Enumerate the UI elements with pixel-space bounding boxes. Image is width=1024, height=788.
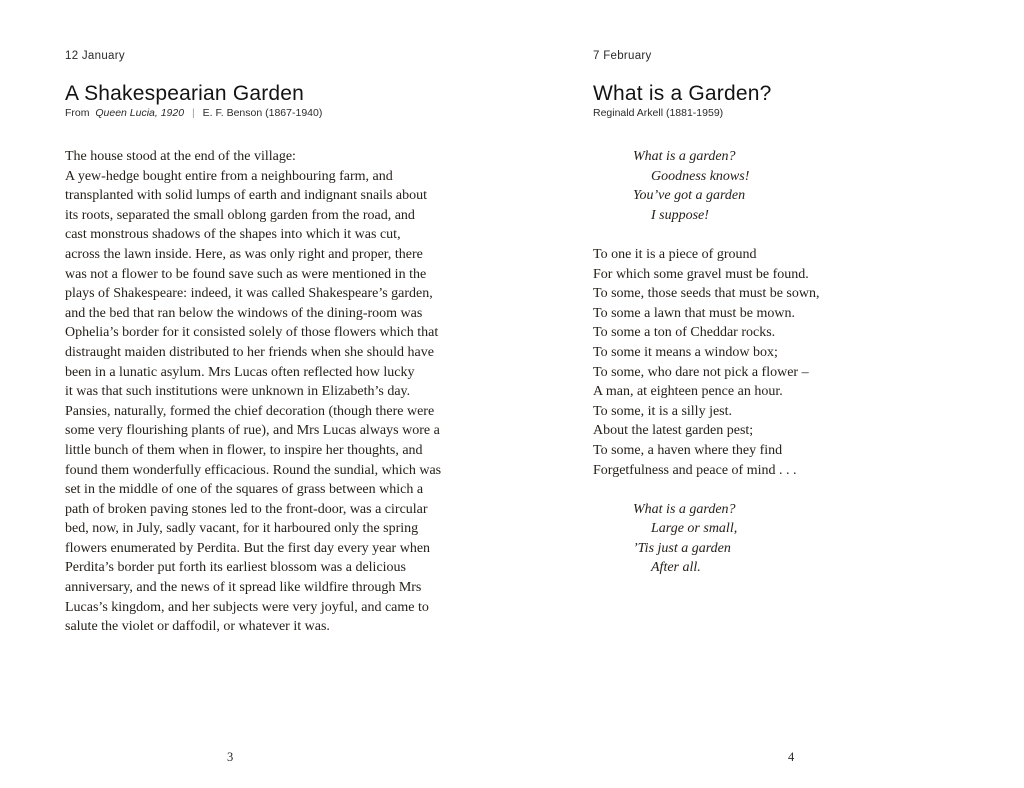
text-line: To some it means a window box;: [593, 344, 778, 360]
text-line: its roots, separated the small oblong garden from the road, and: [65, 207, 415, 223]
right-page-date: 7 February: [593, 50, 652, 62]
source-work-title: Queen Lucia, 1920: [95, 107, 185, 119]
text-line: To some, who dare not pick a flower –: [593, 364, 809, 380]
text-line: Pansies, naturally, formed the chief decoration (though there were: [65, 403, 435, 419]
text-line: anniversary, and the news of it spread like wildfire through Mrs: [65, 580, 422, 596]
author-name: Reginald Arkell (1881-1959): [593, 107, 724, 119]
text-line: Ophelia’s border for it consisted solely of those flowers which that: [65, 325, 439, 341]
poem-stanza-2: [593, 245, 820, 480]
text-line: some very flourishing plants of rue), and Mrs Lucas always wore a: [65, 423, 440, 439]
text-line: set in the middle of one of the squares of grass between which a: [65, 482, 424, 498]
source-prefix: From: [65, 107, 90, 119]
text-line: Lucas’s kingdom, and her subjects were very joyful, and came to: [65, 599, 429, 615]
text-line: For which some gravel must be found.: [593, 266, 809, 282]
text-line: To some a ton of Cheddar rocks.: [593, 325, 776, 341]
text-line: The house stood at the end of the village:: [65, 149, 296, 164]
left-page-title: A Shakespearian Garden: [65, 82, 305, 105]
text-line: I suppose!: [651, 207, 709, 223]
poem-stanza-3: [593, 500, 820, 578]
text-line: To some, it is a silly jest.: [593, 403, 733, 419]
left-page-date: 12 January: [65, 50, 125, 62]
right-page-number: 4: [788, 750, 795, 764]
text-line: A man, at eighteen pence an hour.: [593, 384, 783, 400]
text-line: After all.: [651, 560, 701, 576]
left-page: [65, 0, 465, 788]
text-line: it was that such institutions were unknown in Elizabeth’s day.: [65, 384, 411, 400]
text-line: A yew-hedge bought entire from a neighbouring farm, and: [65, 168, 393, 184]
text-line: plays of Shakespeare: indeed, it was called Shakespeare’s garden,: [65, 286, 433, 302]
author-name: E. F. Benson (1867-1940): [202, 107, 323, 119]
text-line: ’Tis just a garden: [633, 540, 731, 556]
left-page-number: 3: [227, 750, 234, 764]
text-line: across the lawn inside. Here, as was only right and proper, there: [65, 246, 423, 262]
text-line: You’ve got a garden: [633, 188, 746, 204]
text-line: Forgetfulness and peace of mind . . .: [593, 462, 797, 478]
prose-extract: [65, 147, 441, 637]
right-page: [593, 0, 993, 788]
text-line: Large or small,: [651, 521, 738, 537]
text-line: Goodness knows!: [651, 168, 750, 184]
text-line: To one it is a piece of ground: [593, 246, 757, 262]
text-line: and the bed that ran below the windows of the dining-room was: [65, 305, 423, 321]
text-line: path of broken paving stones led to the front-door, was a circular: [65, 501, 428, 517]
text-line: been in a lunatic asylum. Mrs Lucas often reflected how lucky: [65, 364, 415, 380]
text-line: flowers enumerated by Perdita. But the first day every year when: [65, 540, 431, 556]
text-line: To some a lawn that must be mown.: [593, 305, 795, 321]
text-line: About the latest garden pest;: [593, 423, 754, 439]
left-page-attribution: [65, 107, 322, 119]
text-line: To some, a haven where they find: [593, 442, 783, 458]
text-line: What is a garden?: [633, 501, 736, 517]
text-line: bed, now, in July, sadly vacant, for it harboured only the spring: [65, 521, 419, 537]
text-line: To some, those seeds that must be sown,: [593, 286, 820, 302]
right-page-attribution: [593, 107, 723, 119]
text-line: little bunch of them when in flower, to inspire her thoughts, and: [65, 442, 423, 458]
text-line: distraught maiden distributed to her friends when she should have: [65, 344, 434, 360]
text-line: transplanted with solid lumps of earth and indignant snails about: [65, 188, 427, 204]
poem: [593, 147, 820, 598]
attribution-separator: |: [192, 107, 195, 119]
text-line: What is a garden?: [633, 149, 736, 164]
text-line: salute the violet or daffodil, or whatever it was.: [65, 619, 330, 635]
text-line: Perdita’s border put forth its earliest blossom was a delicious: [65, 560, 406, 576]
right-page-title: What is a Garden?: [593, 82, 772, 105]
poem-stanza-1: [593, 147, 820, 225]
text-line: was not a flower to be found save such as were mentioned in the: [65, 266, 427, 282]
text-line: found them wonderfully efficacious. Round the sundial, which was: [65, 462, 442, 478]
text-line: cast monstrous shadows of the shapes into which it was cut,: [65, 227, 401, 243]
